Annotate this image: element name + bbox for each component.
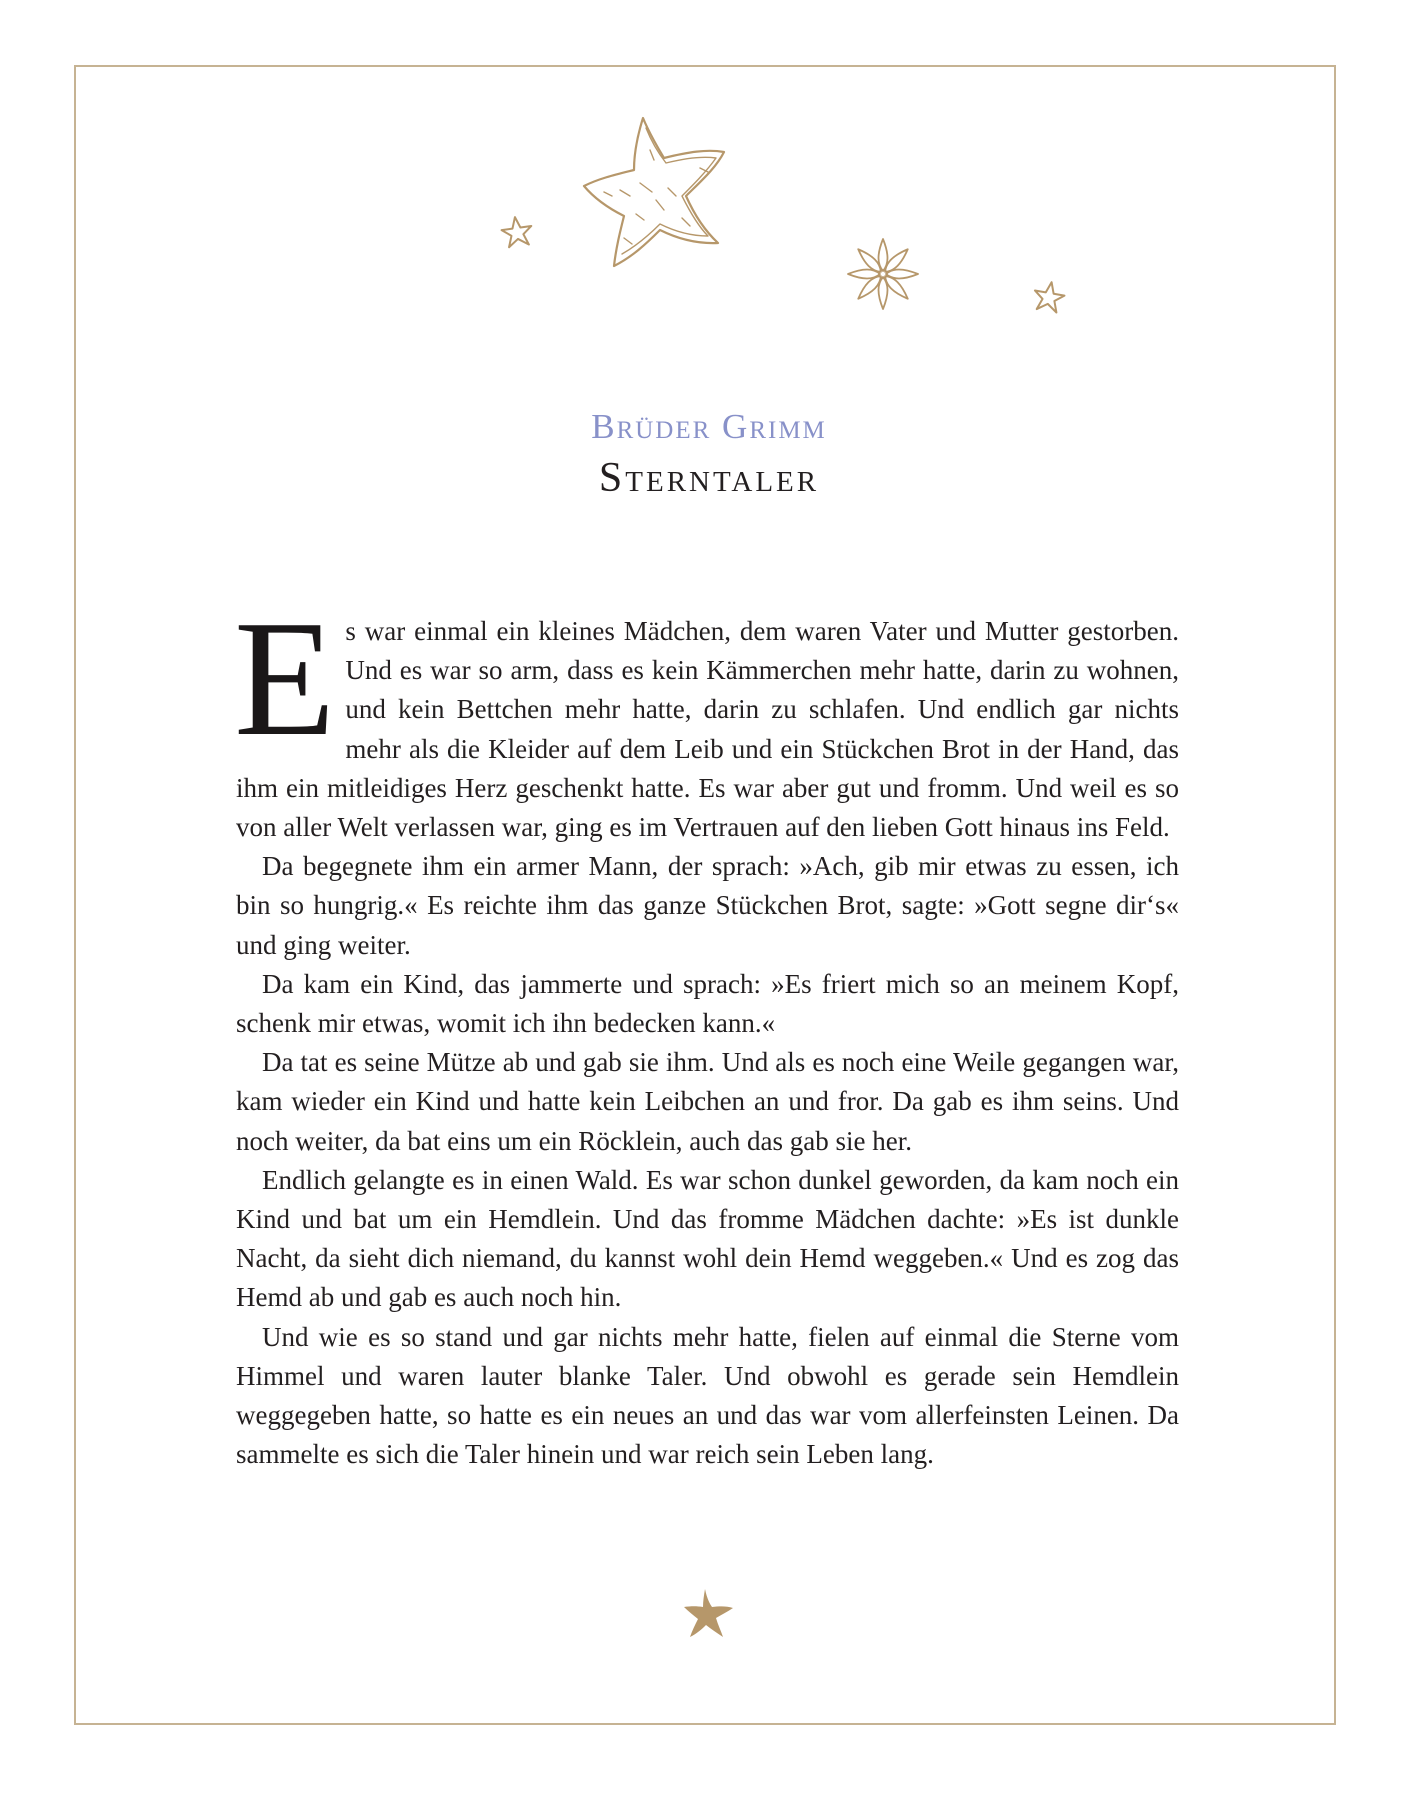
story-paragraph: Da tat es seine Mütze ab und gab sie ihm. Und als es noch eine Weile gegangen war, kam wieder ein Kind und hatte kein Leibchen an und fror. Da gab es ihm seins. Und noch weiter, da bat eins um ein Röcklein, auch das gab sie her. xyxy=(236,1047,1179,1156)
small-star-outline-icon xyxy=(1032,280,1067,314)
small-star-outline-icon xyxy=(500,215,534,248)
star-anise-icon xyxy=(848,239,918,309)
large-sketched-star-icon xyxy=(584,118,724,266)
story-paragraph: Endlich gelangte es in einen Wald. Es war schon dunkel geworden, da kam noch ein Kind und bat um ein Hemdlein. Und das fromme Mädchen dachte: »Es ist dunkle Nacht, da sieht dich niemand, du kannst wohl dein Hemd weggeben.« Und es zog das Hemd ab und gab es auch noch hin. xyxy=(236,1164,1179,1313)
story-paragraph: Da begegnete ihm ein armer Mann, der sprach: »Ach, gib mir etwas zu essen, ich bin so hungrig.« Es reichte ihm das ganze Stückchen Brot, sagte: »Gott segne dir‘s« und ging weiter. xyxy=(236,851,1179,960)
story-paragraph: Da kam ein Kind, das jammerte und sprach: »Es friert mich so an meinem Kopf, schenk mir etwas, womit ich ihn bedecken kann.« xyxy=(236,968,1179,1039)
filled-star-icon xyxy=(683,1587,735,1639)
story-body xyxy=(234,586,1179,1474)
story-heading xyxy=(0,402,1418,504)
ornament-illustration xyxy=(0,0,1418,340)
story-title: Sterntaler xyxy=(598,455,820,501)
story-paragraph xyxy=(234,586,1179,847)
story-paragraph: Und wie es so stand und gar nichts mehr hatte, fielen auf einmal die Sterne vom Himmel und waren lauter blanke Taler. Und obwohl es gerade sein Hemdlein weggegeben hatte, so hatte es ein neues an und das war vom allerfeinsten Leinen. Da sammelte es sich die Taler hinein und war reich sein Leben lang. xyxy=(236,1321,1179,1470)
drop-cap: E xyxy=(234,586,336,770)
paragraph-text: s war einmal ein kleines Mädchen, dem waren Vater und Mutter gestorben. Und es war so arm, dass es kein Kämmerchen mehr hatte, darin zu wohnen, und kein Bettchen mehr hatte, darin zu schlafen. Und endlich gar nichts mehr als die Kleider auf dem Leib und ein Stückchen Brot in der Hand, das ihm ein mitleidiges Herz geschenkt hatte. Es war aber gut und fromm. Und weil es so von aller Welt verlassen war, ging es im Vertrauen auf den lieben Gott hinaus ins Feld. xyxy=(236,616,1179,843)
header-ornaments xyxy=(0,0,1418,340)
author-name: Brüder Grimm xyxy=(591,407,827,446)
